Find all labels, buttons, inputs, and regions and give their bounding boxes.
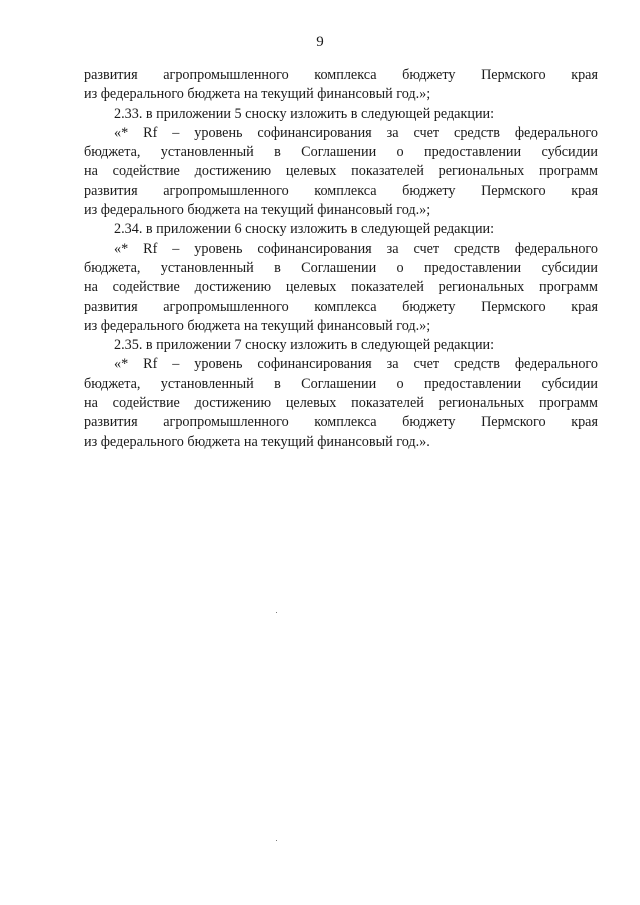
text-line: из федерального бюджета на текущий финансовый год.». (84, 433, 430, 450)
text-line: 2.33. в приложении 5 сноску изложить в следующей редакции: (114, 105, 495, 122)
scan-speck (276, 612, 277, 613)
text-line: развития агропромышленного комплекса бюджету Пермского края (84, 67, 598, 83)
text-line: 2.34. в приложении 6 сноску изложить в следующей редакции: (114, 221, 495, 238)
text-line: «* Rf – уровень софинансирования за счет средств федерального (114, 240, 598, 257)
text-line: на содействие достижению целевых показателей региональных программ (84, 395, 598, 412)
scan-speck (276, 840, 277, 841)
text-line: развития агропромышленного комплекса бюджету Пермского края (84, 298, 598, 315)
text-line: из федерального бюджета на текущий финансовый год.»; (84, 317, 431, 334)
text-line: на содействие достижению целевых показателей региональных программ (84, 163, 598, 180)
text-line: из федерального бюджета на текущий финансовый год.»; (84, 202, 431, 219)
page-number: 9 (316, 34, 324, 50)
text-line: бюджета, установленный в Соглашении о предоставлении субсидии (84, 259, 598, 276)
text-line: на содействие достижению целевых показателей региональных программ (84, 279, 598, 296)
text-line: «* Rf – уровень софинансирования за счет средств федерального (114, 356, 598, 373)
document-body (84, 66, 598, 452)
text-line: «* Rf – уровень софинансирования за счет средств федерального (114, 124, 598, 141)
text-line: бюджета, установленный в Соглашении о предоставлении субсидии (84, 144, 598, 161)
text-line: 2.35. в приложении 7 сноску изложить в следующей редакции: (114, 337, 495, 354)
text-line: развития агропромышленного комплекса бюджету Пермского края (84, 414, 598, 431)
text-line: из федерального бюджета на текущий финансовый год.»; (84, 86, 431, 103)
text-line: бюджета, установленный в Соглашении о предоставлении субсидии (84, 375, 598, 392)
text-line: развития агропромышленного комплекса бюджету Пермского края (84, 182, 598, 199)
